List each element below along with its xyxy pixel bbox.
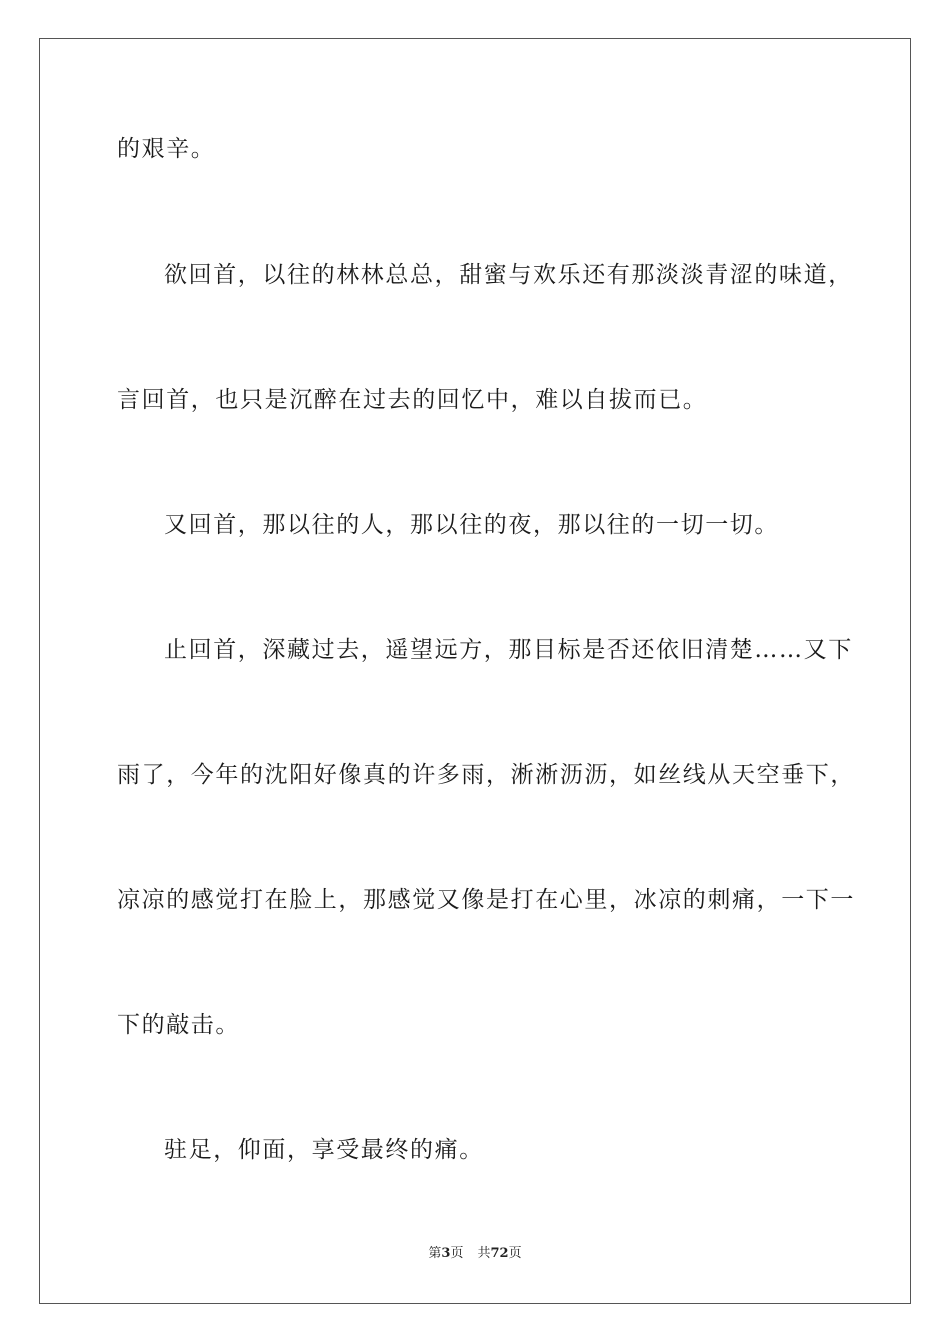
page-prefix: 第 [428,1246,442,1261]
text-line-8: 下的敲击。 [117,1012,240,1038]
total-prefix: 共 [477,1246,491,1261]
text-line-5: 止回首，深藏过去，遥望远方，那目标是否还依旧清楚……又下 [164,637,853,663]
page-number: 3 [441,1246,451,1261]
total-suffix: 页 [508,1246,522,1261]
page-suffix: 页 [450,1246,464,1261]
page-footer [0,1245,950,1263]
text-line-4: 又回首，那以往的人，那以往的夜，那以往的一切一切。 [164,512,779,538]
text-line-3: 言回首，也只是沉醉在过去的回忆中，难以自拔而已。 [117,387,708,413]
page-border [39,38,911,1304]
text-line-7: 凉凉的感觉打在脸上，那感觉又像是打在心里，冰凉的刺痛，一下一 [117,887,855,913]
text-line-2: 欲回首，以往的林林总总，甜蜜与欢乐还有那淡淡青涩的味道， [164,262,853,288]
text-line-6: 雨了，今年的沈阳好像真的许多雨，淅淅沥沥，如丝线从天空垂下， [117,762,855,788]
total-pages: 72 [490,1246,509,1261]
text-line-9: 驻足，仰面，享受最终的痛。 [164,1137,484,1163]
text-line-1: 的艰辛。 [117,136,216,162]
